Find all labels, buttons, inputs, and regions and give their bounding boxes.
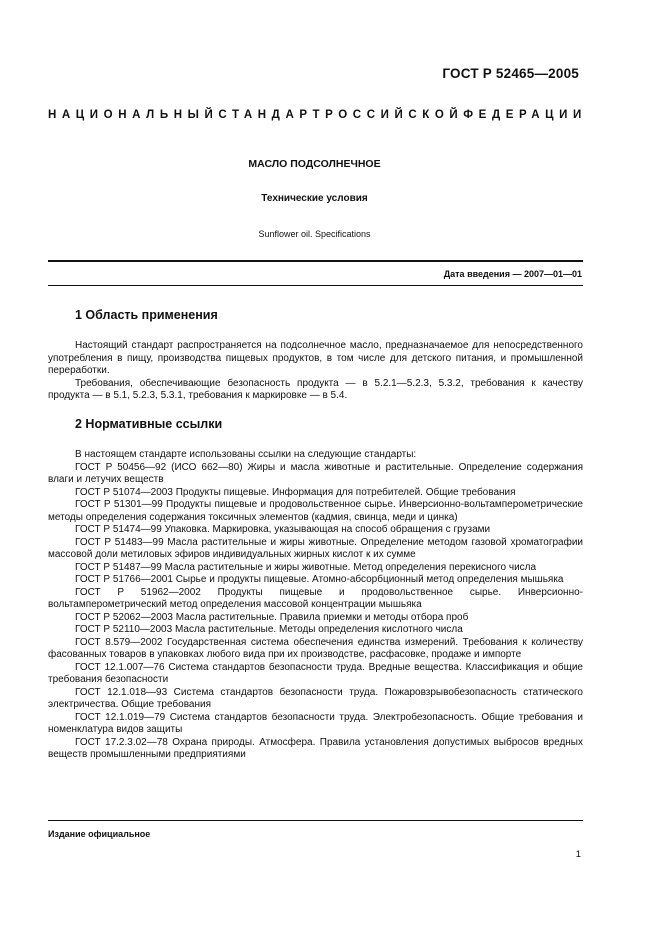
- section-2-heading: 2 Нормативные ссылки: [75, 417, 223, 431]
- reference-item: ГОСТ Р 50456—92 (ИСО 662—80) Жиры и масла животные и растительные. Определение содержания влаги и летучих веществ: [48, 461, 583, 485]
- reference-item: ГОСТ Р 52062—2003 Масла растительные. Правила приемки и методы отбора проб: [75, 611, 469, 623]
- section-1-heading: 1 Область применения: [75, 308, 218, 322]
- reference-item: ГОСТ Р 51474—99 Упаковка. Маркировка, указывающая на способ обращения с грузами: [75, 524, 491, 535]
- footer-rule: [48, 820, 583, 821]
- banner-word-1: НАЦИОНАЛЬНЫЙ: [48, 109, 219, 121]
- reference-item: ГОСТ Р 51483—99 Масла растительные и жиры животные. Определение методом газовой хроматографии массовой доли метиловых эфиров индивидуальных жирных кислот к их сумме: [48, 536, 583, 560]
- english-title: Sunflower oil. Specifications: [258, 229, 371, 239]
- reference-item: ГОСТ 12.1.007—76 Система стандартов безопасности труда. Вредные вещества. Классификация и общие требования безопасности: [48, 661, 583, 685]
- banner-word-2: СТАНДАРТ: [218, 109, 326, 121]
- banner-word-4: ФЕДЕРАЦИИ: [463, 109, 587, 121]
- reference-item: ГОСТ 8.579—2002 Государственная система обеспечения единства измерений. Требования к количеству фасованных товаров в упаковках любого вида при их производстве, расфасовке, продаже и импорте: [48, 636, 583, 660]
- top-thick-rule: [48, 260, 583, 262]
- reference-item: ГОСТ 12.1.019—79 Система стандартов безопасности труда. Электробезопасность. Общие требования и номенклатура видов защиты: [48, 711, 583, 735]
- reference-item: ГОСТ 12.1.018—93 Система стандартов безопасности труда. Пожаровзрывобезопасность статического электричества. Общие требования: [48, 686, 583, 710]
- reference-item: ГОСТ 17.2.3.02—78 Охрана природы. Атмосфера. Правила установления допустимых выбросов вредных веществ промышленными предприятиями: [48, 736, 583, 760]
- reference-item: ГОСТ Р 51962—2002 Продукты пищевые и продовольственное сырье. Инверсионно-вольтамперометрический метод определения массовой концентрации мышьяка: [48, 586, 583, 610]
- reference-item: ГОСТ Р 51487—99 Масла растительные и жиры животные. Метод определения перекисного числа: [75, 561, 537, 573]
- national-standard-banner: [48, 109, 586, 121]
- reference-item: ГОСТ Р 51766—2001 Сырье и продукты пищевые. Атомно-абсорбционный метод определения мышьяка: [75, 574, 564, 585]
- page-number: 1: [575, 849, 581, 860]
- official-edition-label: Издание официальное: [48, 829, 151, 839]
- reference-item: ГОСТ Р 52110—2003 Масла растительные. Методы определения кислотного числа: [75, 624, 463, 635]
- paragraph: В настоящем стандарте использованы ссылки на следующие стандарты:: [75, 449, 417, 460]
- document-subtitle: Технические условия: [261, 193, 368, 204]
- section-1-body: [48, 340, 583, 403]
- reference-item: ГОСТ Р 51074—2003 Продукты пищевые. Информация для потребителей. Общие требования: [75, 486, 516, 498]
- paragraph: Настоящий стандарт распространяется на подсолнечное масло, предназначаемое для непосредственного употребления в пищу, производства пищевых продуктов, в том числе для детского питания, и промышленной переработки.: [48, 340, 583, 376]
- banner-word-3: РОССИЙСКОЙ: [325, 109, 464, 121]
- reference-item: ГОСТ Р 51301—99 Продукты пищевые и продовольственное сырье. Инверсионно-вольтамперометрические методы определения содержания токсичных элементов (кадмия, свинца, меди и цинка): [48, 499, 583, 523]
- paragraph: Требования, обеспечивающие безопасность продукта — в 5.2.1—5.2.3, 5.3.2, требования к качеству продукта — в 5.1, 5.2.3, 5.3.1, требования к маркировке — в 5.4.: [48, 377, 583, 401]
- introduction-date: Дата введения — 2007—01—01: [443, 269, 582, 279]
- section-2-body: [48, 449, 583, 762]
- standard-number: ГОСТ Р 52465—2005: [442, 66, 579, 81]
- top-thin-rule: [48, 285, 583, 286]
- product-title: МАСЛО ПОДСОЛНЕЧНОЕ: [248, 158, 381, 170]
